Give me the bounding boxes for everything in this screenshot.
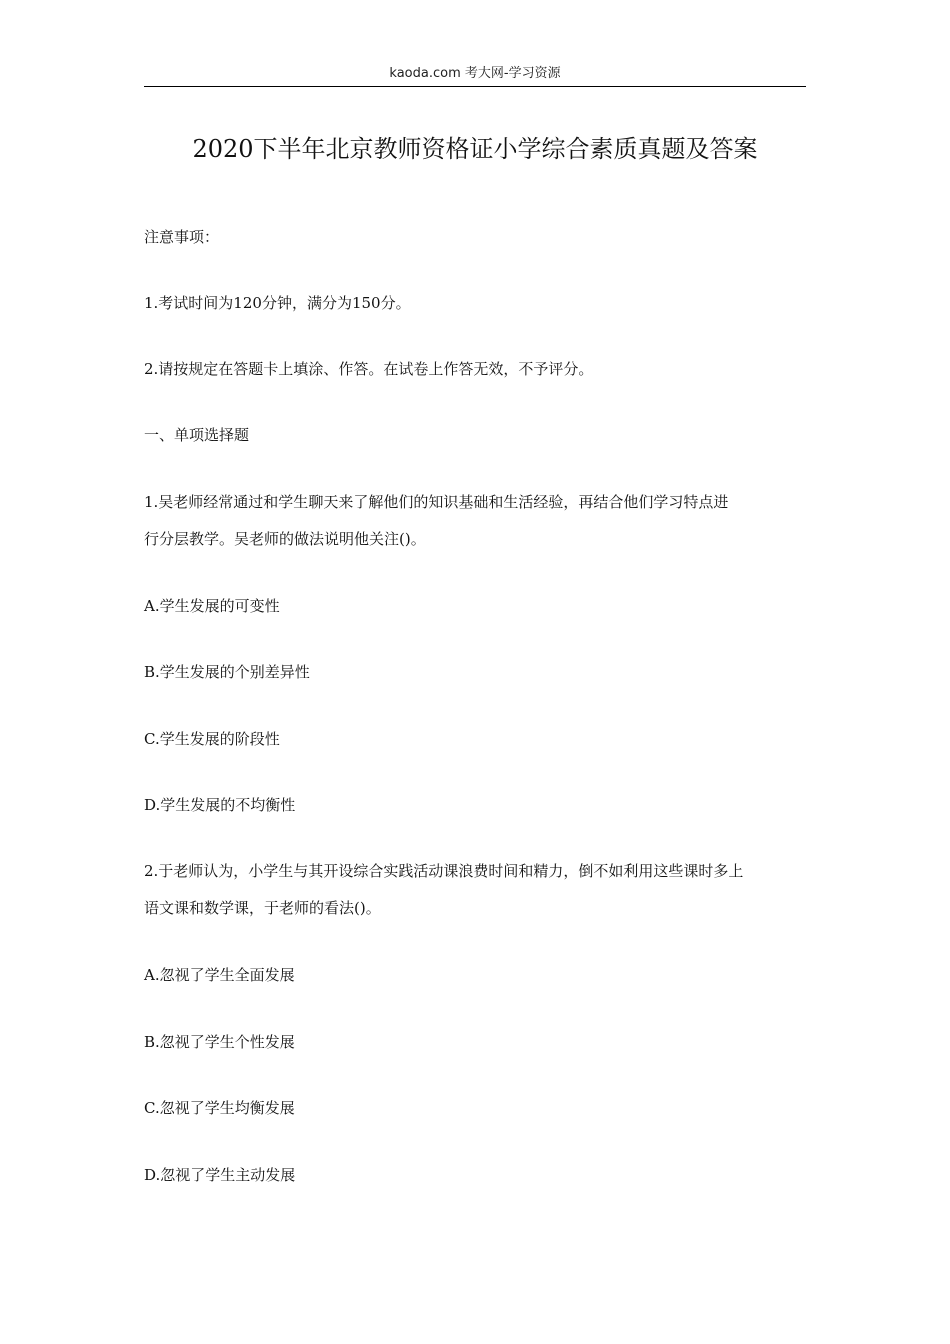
question-2-option-c: C.忽视了学生均衡发展 [144, 1099, 295, 1117]
question-2-option-b: B.忽视了学生个性发展 [144, 1033, 295, 1051]
header-divider [144, 86, 806, 87]
question-2-stem-line2: 语文课和数学课，于老师的看法()。 [144, 899, 381, 917]
question-1-stem-line1: 1.吴老师经常通过和学生聊天来了解他们的知识基础和生活经验，再结合他们学习特点进 [144, 493, 729, 511]
question-1-option-a: A.学生发展的可变性 [144, 597, 280, 615]
notice-heading: 注意事项： [144, 228, 220, 246]
question-1-option-d: D.学生发展的不均衡性 [144, 796, 296, 814]
question-1-option-b: B.学生发展的个别差异性 [144, 663, 310, 681]
document-title: 2020下半年北京教师资格证小学综合素质真题及答案 [192, 135, 758, 163]
question-1-option-c: C.学生发展的阶段性 [144, 730, 280, 748]
page-header: kaoda.com 考大网-学习资源 [389, 66, 561, 81]
question-1-stem-line2: 行分层教学。吴老师的做法说明他关注()。 [144, 530, 426, 548]
section-heading: 一、单项选择题 [144, 426, 250, 444]
question-2-option-d: D.忽视了学生主动发展 [144, 1166, 296, 1184]
notice-item-2: 2.请按规定在答题卡上填涂、作答。在试卷上作答无效，不予评分。 [144, 360, 594, 378]
question-1-stem [144, 486, 806, 556]
question-2-option-a: A.忽视了学生全面发展 [144, 966, 295, 984]
question-2-stem-line1: 2.于老师认为，小学生与其开设综合实践活动课浪费时间和精力，倒不如利用这些课时多上 [144, 862, 744, 880]
question-2-stem [144, 855, 806, 925]
notice-item-1: 1.考试时间为120分钟，满分为150分。 [144, 294, 411, 312]
